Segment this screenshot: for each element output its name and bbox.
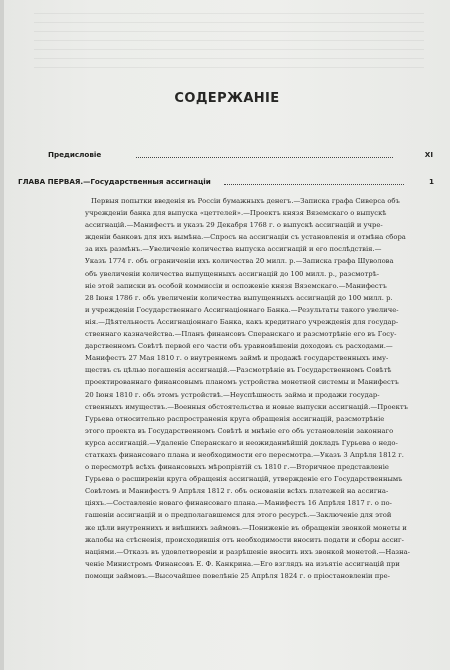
summary-line: ственныхъ имуществъ.—Военныя обстоятельства и новые выпуски ассигнацiй.—Проектъ [85,402,408,411]
summary-line: нiя.—Дѣятельность Ассигнацiоннаго Банка, какъ кредитнаго учрежденiя для государ- [85,317,399,326]
summary-line: Гурьева о расширенiи круга обращенiя ассигнацiй, утвержденiе его Государственнымъ [85,475,403,484]
summary-line: цiяхъ.—Составленiе новаго финансоваго плана.—Манифестъ 16 Апрѣля 1817 г. о по- [85,499,392,508]
toc-entry-label: Предисловiе [48,150,102,159]
summary-line: ществъ съ цѣлью погашенiя ассигнацiй.—Разсмотрѣнiе въ Государственномъ Совѣтѣ [85,366,392,375]
dot-leader [224,184,404,185]
summary-line: ченiе Министромъ Финансовъ Е. Ф. Канкрина.—Его взглядъ на изъятiе ассигнацiй при [85,559,400,568]
summary-line: этого проекта въ Государственномъ Совѣтѣ и мнѣнiе его объ установленiи законнаго [85,426,394,435]
summary-line: нiе этой записки въ особой коммиссiи и оспоженiе князя Вяземскаго.—Манифестъ [85,281,387,290]
summary-line: дарственномъ Совѣтѣ первой его части объ уравновѣшенiи доходовъ съ расходами.— [85,342,393,351]
document-page [4,0,450,670]
summary-line: 28 Iюня 1786 г. объ увеличенiи количества выпущенныхъ ассигнацiй до 100 милл. р. [85,293,393,302]
summary-line: Гурьева относительно распространенiя круга обращенiя ассигнацiй, разсмотрѣнiе [85,414,385,423]
summary-line: помощи займовъ.—Высочайшее повелѣнiе 25 Апрѣля 1824 г. о прiостановленiи пре- [85,571,390,580]
chapter-summary [85,195,445,582]
show-through-text [34,8,424,68]
summary-line: о пересмотрѣ всѣхъ финансовыхъ мѣропрiятiй съ 1810 г.—Вторичное представленiе [85,463,389,472]
summary-line: Первыя попытки введенiя въ Россiи бумажныхъ денегъ.—Записка графа Сиверса объ [91,197,400,205]
summary-line: и учрежденiи Государственнаго Ассигнацiоннаго Банка.—Результаты такого увеличе- [85,305,399,314]
summary-line: учрежденiи банка для выпуска «цеттелей».—Проектъ князя Вяземскаго о выпускѣ [85,209,387,218]
summary-line: гашенiи ассигнацiй и о предполагавшемся для этого ресурсѣ.—Заключенiе для этой [85,511,392,520]
toc-entry-label: ГЛАВА ПЕРВАЯ.—Государственныя ассигнацiи [18,177,211,186]
summary-line: ственнаго казначейства.—Планъ финансовъ Сперанскаго и разсмотрѣнiе его въ Госу- [85,330,397,339]
summary-line: Совѣтомъ и Манифестъ 9 Апрѣля 1812 г. объ основанiи всѣхъ платежей на ассигна- [85,487,389,496]
page-title: СОДЕРЖАНIЕ [174,91,280,106]
summary-line: проектированнаго финансовымъ планомъ устройства монетной системы и Манифестъ [85,378,399,387]
summary-line: нацiями.—Отказъ въ удовлетворенiи и разрѣшенiе вносить ихъ звонкой монетой.—Назна- [85,547,410,556]
summary-line: статкахъ финансоваго плана и необходимости его пересмотра.—Указъ 3 Апрѣля 1812 г. [85,450,404,459]
summary-line: жалобы на стѣсненiя, происходившiя отъ необходимости вносить подати и сборы ассиг- [85,535,404,544]
summary-line: же цѣли внутреннихъ и внѣшнихъ займовъ.—Пониженiе въ обращенiи звонкой монеты и [85,523,407,532]
summary-line: объ увеличенiи количества выпущенныхъ ассигнацiй до 100 милл. р., разсмотрѣ- [85,269,380,278]
toc-entry-page: XI [424,150,433,159]
summary-line: жденiи банковъ для ихъ вымѣна.—Спросъ на ассигнацiи съ установленiя и отмѣна сбора [85,233,406,242]
summary-line: Указъ 1774 г. объ ограниченiи ихъ количества 20 милл. р.—Записка графа Шуволова [85,257,394,266]
dot-leader [136,157,393,158]
summary-line: Манифестъ 27 Мая 1810 г. о внутреннемъ займѣ и продажѣ государственныхъ иму- [85,354,389,363]
summary-line: 20 Iюня 1810 г. объ этомъ устройствѣ.—Неуспѣшность займа и продажи государ- [85,390,380,399]
toc-entry-page: 1 [428,177,434,186]
summary-line: ассигнацiй.—Манифестъ и указъ 29 Декабря 1768 г. о выпускѣ ассигнацiй и учре- [85,221,383,230]
summary-line: за ихъ размѣнъ.—Увеличенiе количества выпуска ассигнацiй и его послѣдствiя.— [85,245,382,254]
summary-line: курса ассигнацiй.—Удаленiе Сперанскаго и неожиданнѣйшiй докладъ Гурьева о недо- [85,438,398,447]
